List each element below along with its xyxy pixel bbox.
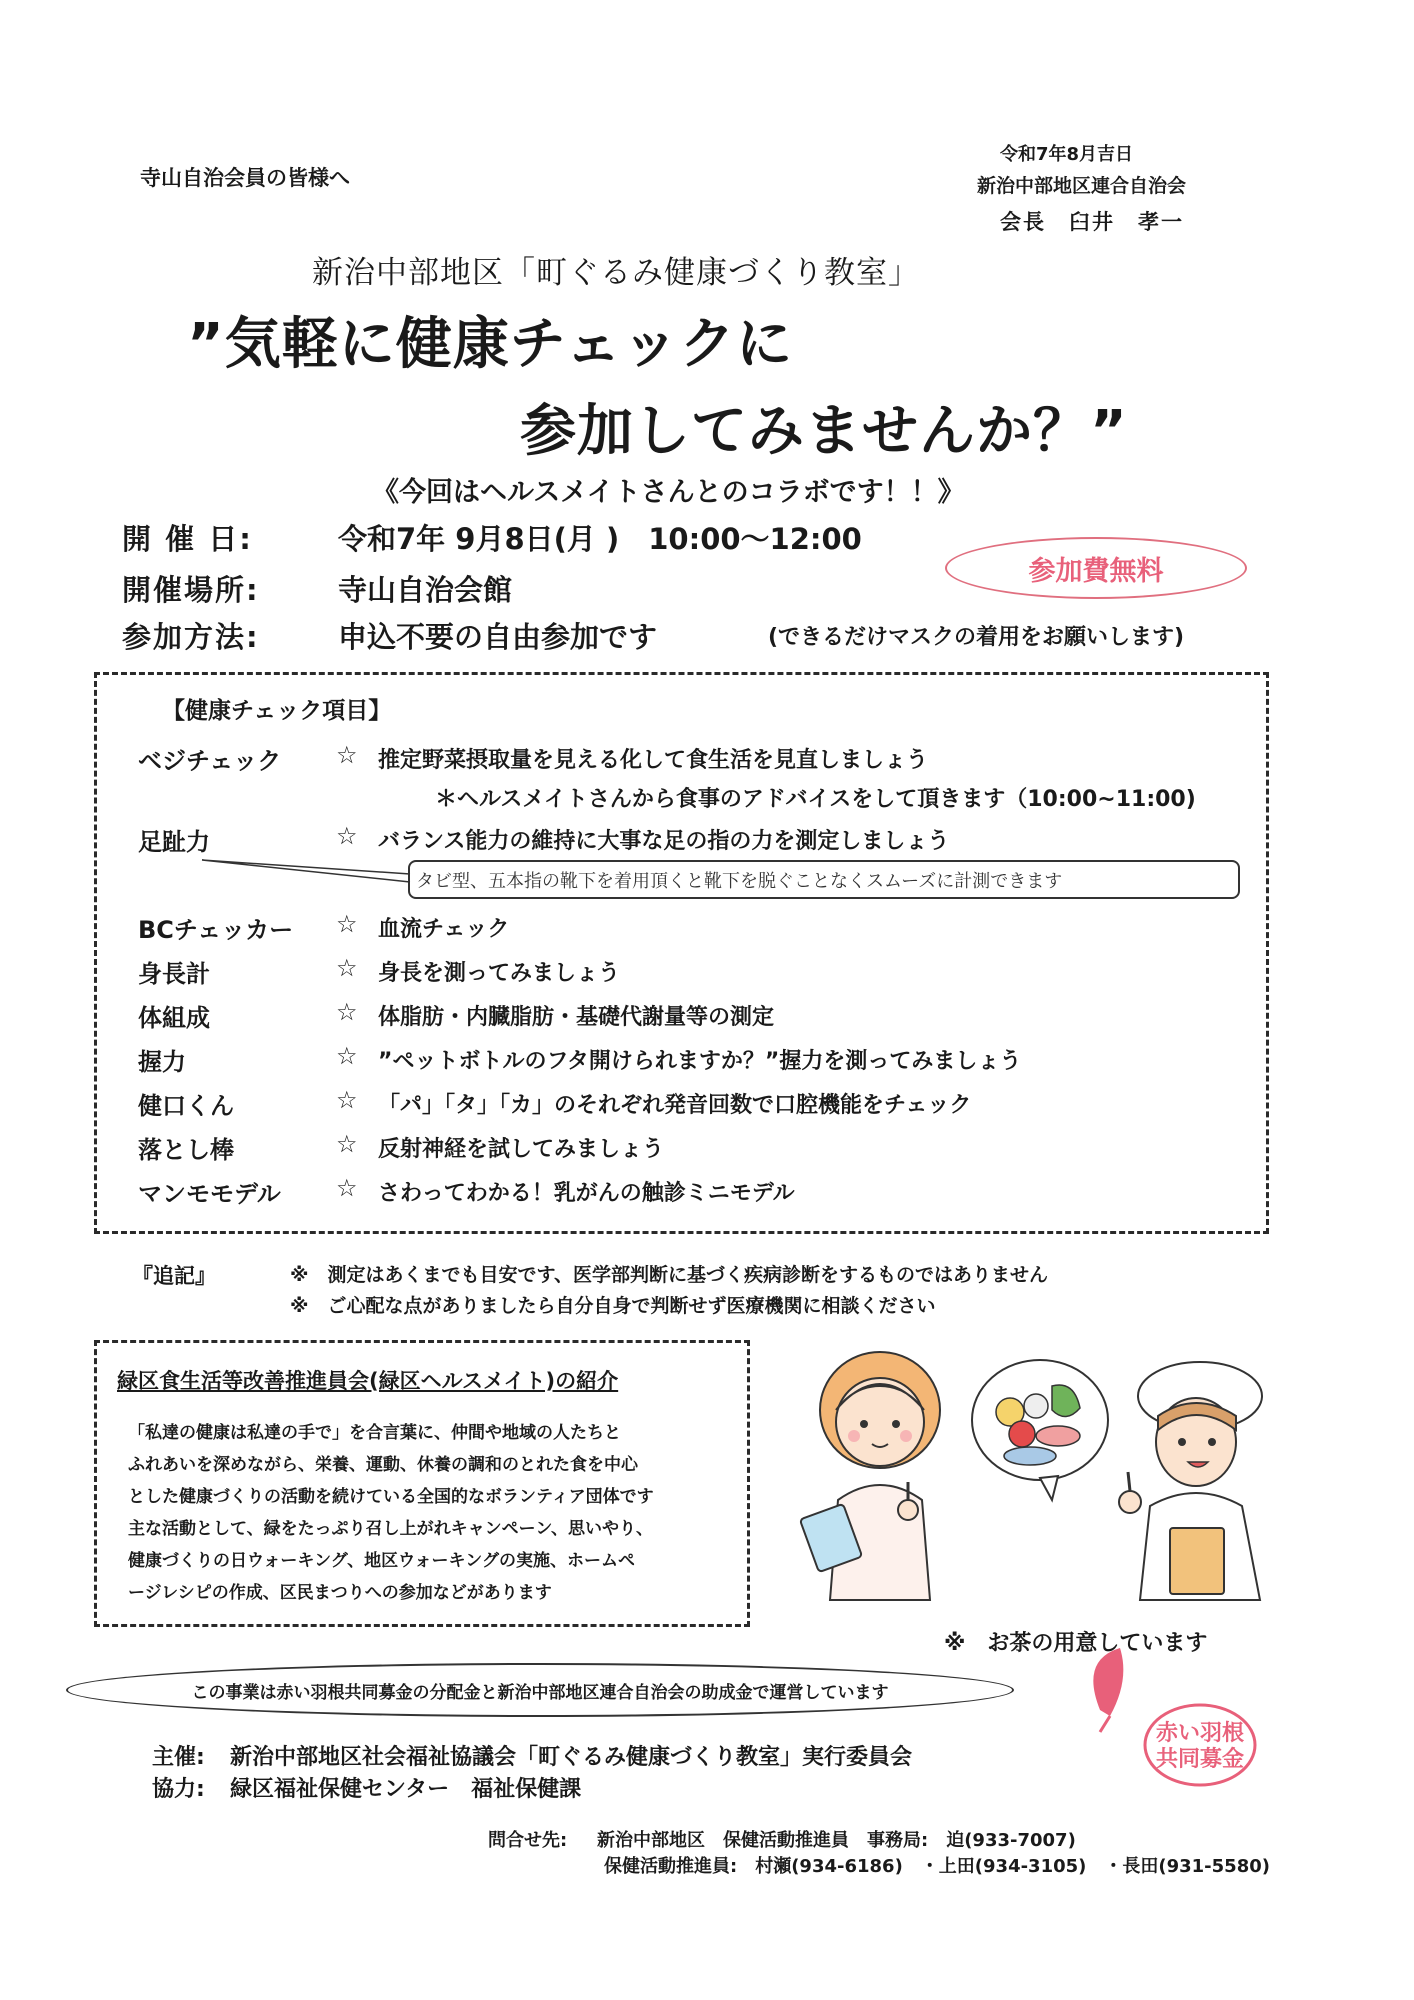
collab-note: 《今回はヘルスメイトさんとのコラボです！！》 <box>372 477 965 508</box>
check-item-desc: 反射神経を試してみましょう <box>378 1137 665 1162</box>
star-icon: ☆ <box>336 741 358 769</box>
cooperation-label: 協力: <box>152 1777 205 1802</box>
logo-line-1: 赤い羽根 <box>1155 1721 1245 1746</box>
healthmate-illustration <box>790 1350 1280 1610</box>
addendum-line: ※ ご心配な点がありましたら自分自身で判断せず医療機関に相談ください <box>290 1295 936 1317</box>
contact-line: 新治中部地区 保健活動推進員 事務局: 迫(933-7007) <box>597 1830 1076 1851</box>
check-item-name: 身長計 <box>138 960 210 988</box>
check-item-name: マンモモデル <box>138 1180 281 1208</box>
headline-line-2: 参加してみませんか？” <box>520 399 1128 464</box>
tea-note: ※ お茶の用意しています <box>944 1631 1208 1656</box>
contact-label: 問合せ先: <box>488 1830 568 1851</box>
funding-note <box>66 1663 1014 1717</box>
food-bubble <box>972 1360 1108 1500</box>
method-value: 申込不要の自由参加です <box>338 620 658 654</box>
star-icon: ☆ <box>336 954 358 982</box>
vegcheck-sub-note: ＊ヘルスメイトさんから食事のアドバイスをして頂きます（10:00~11:00) <box>435 787 1196 812</box>
organizer-label: 主催: <box>152 1745 205 1770</box>
check-item-name: BCチェッカー <box>138 916 294 944</box>
issue-date: 令和7年8月吉日 <box>1000 144 1134 165</box>
cook-figure <box>1119 1362 1262 1600</box>
intro-line: 主な活動として、緑をたっぷり召し上がれキャンペーン、思いやり、 <box>128 1519 653 1539</box>
check-item-desc: 体脂肪・内臓脂肪・基礎代謝量等の測定 <box>378 1005 775 1030</box>
intro-line: とした健康づくりの活動を続けている全国的なボランティア団体です <box>128 1487 654 1507</box>
check-item-desc: バランス能力の維持に大事な足の指の力を測定しましょう <box>378 829 950 854</box>
check-item-desc: 推定野菜摂取量を見える化して食生活を見直しましょう <box>378 748 929 773</box>
health-check-heading: 【健康チェック項目】 <box>162 698 392 724</box>
check-item-desc: 血流チェック <box>378 917 510 942</box>
check-item-name: ベジチェック <box>138 747 282 775</box>
check-item-desc: 「パ」「タ」「カ」のそれぞれ発音回数で口腔機能をチェック <box>378 1093 972 1118</box>
star-icon: ☆ <box>336 822 358 850</box>
intro-line: 「私達の健康は私達の手で」を合言葉に、仲間や地域の人たちと <box>128 1423 621 1443</box>
contact-line: 保健活動推進員: 村瀬(934-6186) ・上田(934-3105) ・長田(931-5580) <box>604 1856 1270 1877</box>
addressee: 寺山自治会員の皆様へ <box>140 166 350 190</box>
callout-pointer <box>200 856 412 886</box>
free-badge-label: 参加費無料 <box>1028 555 1164 587</box>
mask-note: (できるだけマスクの着用をお願いします) <box>768 625 1185 650</box>
red-feather-logo <box>1070 1640 1260 1790</box>
check-item-desc: 身長を測ってみましょう <box>378 961 621 986</box>
toe-sock-note-text: タビ型、五本指の靴下を着用頂くと靴下を脱ぐことなくスムーズに計測できます <box>416 870 1063 892</box>
place-label: 開催場所: <box>122 573 260 607</box>
check-item-name: 体組成 <box>138 1004 210 1032</box>
cooperation-value: 緑区福祉保健センター 福祉保健課 <box>230 1777 582 1802</box>
headline-line-1: ”気軽に健康チェックに <box>187 312 794 377</box>
intro-line: ージレシピの作成、区民まつりへの参加などがあります <box>128 1583 552 1603</box>
issuer-organization: 新治中部地区連合自治会 <box>977 175 1187 197</box>
intro-title: 緑区食生活等改善推進員会(緑区ヘルスメイト)の紹介 <box>117 1369 619 1393</box>
date-label: 開 催 日: <box>122 522 253 556</box>
addendum-label: 『追記』 <box>132 1264 216 1288</box>
check-item-name: 落とし棒 <box>138 1136 234 1164</box>
star-icon: ☆ <box>336 910 358 938</box>
star-icon: ☆ <box>336 1042 358 1070</box>
free-participation-badge <box>945 537 1247 599</box>
star-icon: ☆ <box>336 998 358 1026</box>
check-item-desc: ”ペットボトルのフタ開けられますか？”握力を測ってみましょう <box>378 1049 1022 1074</box>
place-value: 寺山自治会館 <box>338 573 513 607</box>
issuer-chair: 会長 臼井 孝一 <box>1000 210 1184 234</box>
event-series-title: 新治中部地区「町ぐるみ健康づくり教室」 <box>312 255 920 291</box>
intro-line: 健康づくりの日ウォーキング、地区ウォーキングの実施、ホームペ <box>128 1551 635 1571</box>
intro-line: ふれあいを深めながら、栄養、運動、休養の調和のとれた食を中心 <box>128 1455 638 1475</box>
star-icon: ☆ <box>336 1130 358 1158</box>
logo-line-2: 共同募金 <box>1155 1747 1245 1772</box>
method-label: 参加方法: <box>122 620 260 654</box>
check-item-desc: さわってわかる！乳がんの触診ミニモデル <box>378 1181 795 1206</box>
check-item-name: 健口くん <box>138 1092 234 1120</box>
addendum-line: ※ 測定はあくまでも目安です、医学部判断に基づく疾病診断をするものではありません <box>290 1264 1048 1286</box>
check-item-name: 握力 <box>138 1048 186 1076</box>
check-item-name: 足趾力 <box>138 828 210 856</box>
toe-sock-note <box>408 860 1240 899</box>
star-icon: ☆ <box>336 1174 358 1202</box>
star-icon: ☆ <box>336 1086 358 1114</box>
organizer-value: 新治中部地区社会福祉協議会「町ぐるみ健康づくり教室」実行委員会 <box>230 1745 913 1770</box>
nurse-figure <box>800 1352 940 1600</box>
funding-note-text: この事業は赤い羽根共同募金の分配金と新治中部地区連合自治会の助成金で運営しています <box>191 1682 889 1703</box>
date-value: 令和7年 9月8日(月 ) 10:00～12:00 <box>338 522 862 556</box>
